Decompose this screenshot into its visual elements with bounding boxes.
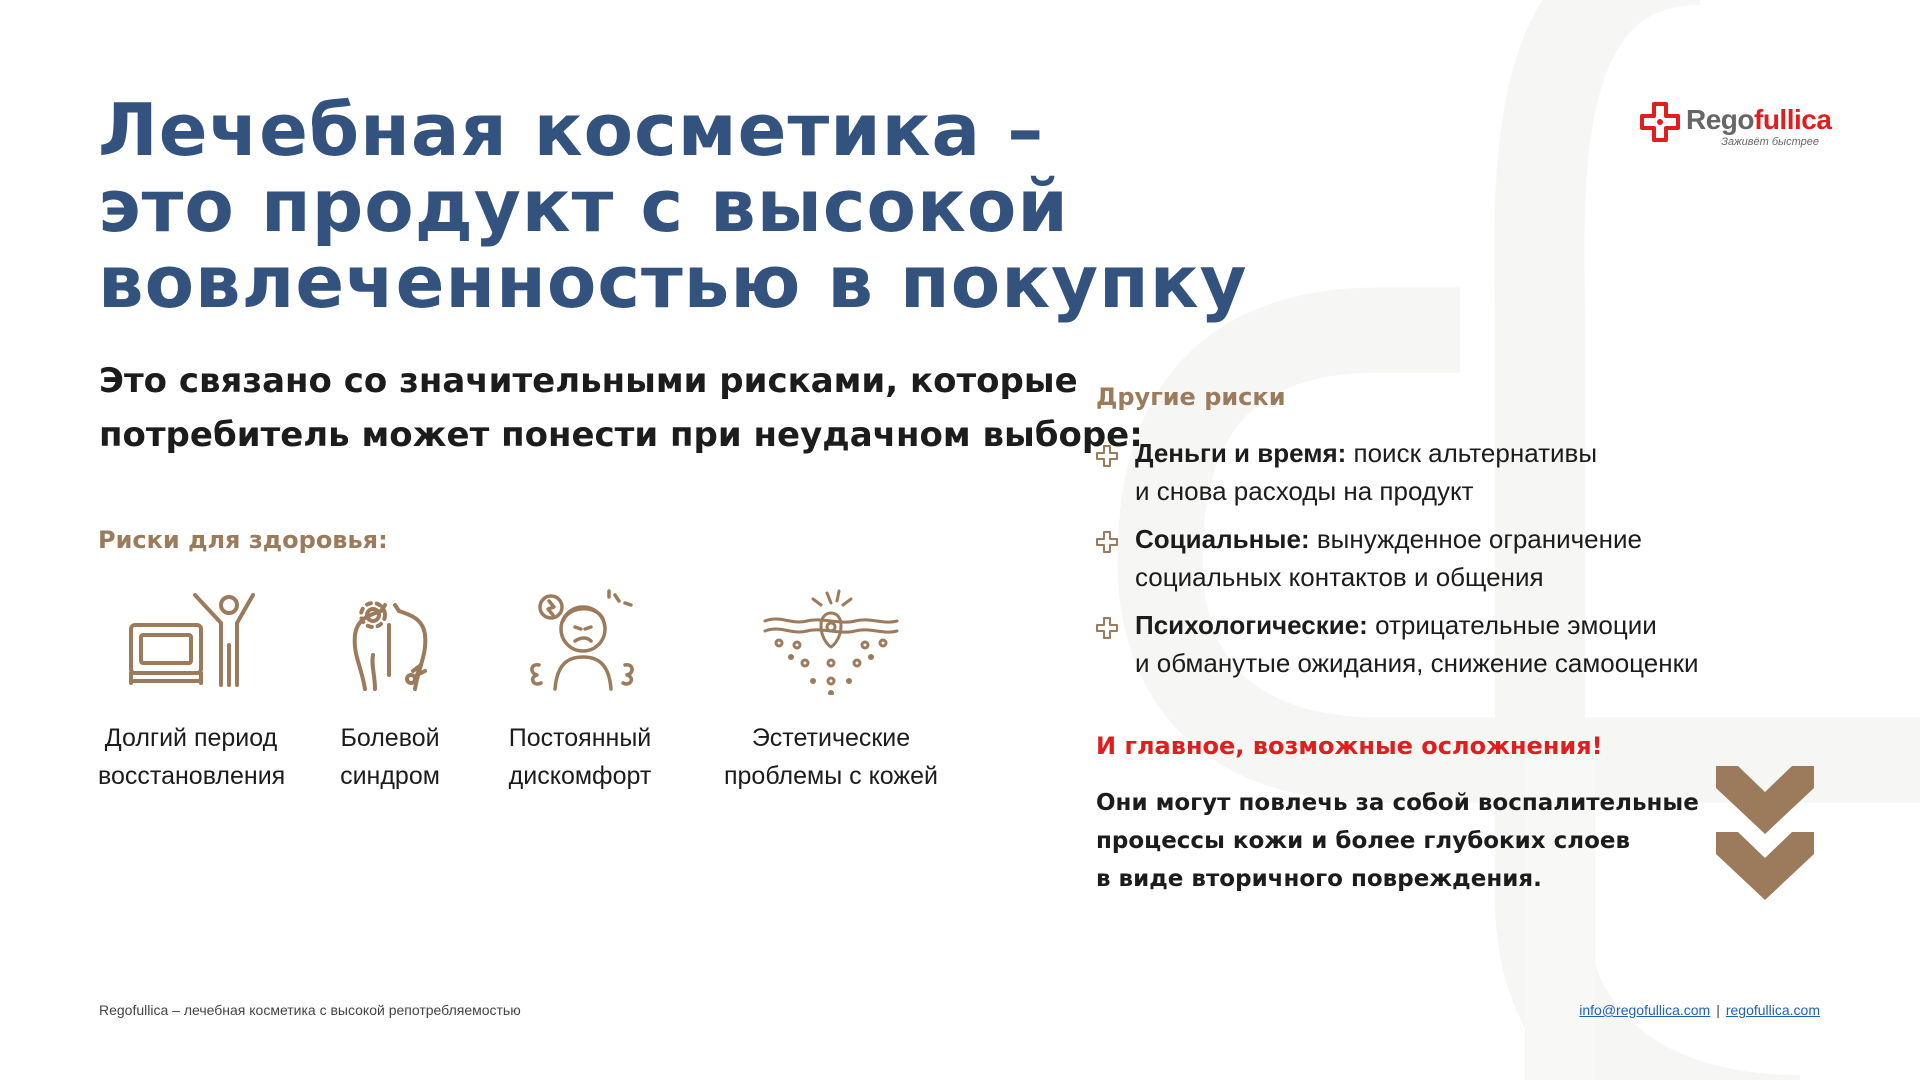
subtitle — [99, 354, 1143, 462]
health-item-caption — [325, 719, 455, 795]
cross-bullet-icon — [1095, 444, 1119, 468]
skin-layer-icon — [761, 585, 901, 695]
risk-item-social — [1095, 520, 1795, 596]
risk-item-text — [1135, 520, 1795, 596]
note-line-1: Они могут повлечь за собой воспалительные — [1096, 790, 1699, 816]
health-item-skin — [720, 585, 942, 795]
cross-bullet-icon — [1095, 616, 1119, 640]
health-item-line-1: Постоянный — [508, 724, 652, 752]
subtitle-line-2: потребитель может понести при неудачном выборе: — [99, 415, 1143, 455]
complications-alert: И главное, возможные осложнения! — [1096, 732, 1603, 760]
health-item-line-1: Болевой — [340, 724, 440, 752]
logo-tagline: Заживёт быстрее — [1721, 136, 1819, 148]
headache-person-icon — [525, 585, 635, 695]
risk-item-psychological — [1095, 606, 1795, 682]
website-link[interactable]: regofullica.com — [1725, 1002, 1820, 1018]
health-item-line-2: синдром — [340, 762, 440, 790]
title-line-1: Лечебная косметика – — [98, 88, 1045, 172]
risk-item-desc-1: поиск альтернативы — [1346, 438, 1598, 468]
health-item-line-2: восстановления — [98, 762, 286, 790]
health-item-line-1: Долгий период — [104, 724, 278, 752]
footer-separator: | — [1716, 1002, 1720, 1018]
risk-item-desc-2: и обманутые ожидания, снижение самооценки — [1135, 648, 1699, 678]
health-item-discomfort — [505, 585, 655, 795]
health-risks-label: Риски для здоровья: — [98, 526, 388, 554]
health-item-caption — [720, 719, 942, 795]
risk-item-money — [1095, 434, 1795, 510]
health-item-line-2: проблемы с кожей — [723, 762, 938, 790]
health-item-caption — [505, 719, 655, 795]
note-line-3: в виде вторичного повреждения. — [1096, 866, 1542, 892]
risk-item-text — [1135, 606, 1795, 682]
cross-bullet-icon — [1095, 530, 1119, 554]
note-line-2: процессы кожи и более глубоких слоев — [1096, 828, 1631, 854]
logo-text-part2: fullica — [1754, 104, 1832, 135]
risk-item-desc-2: социальных контактов и общения — [1135, 562, 1544, 592]
footer-tagline: Regofullica – лечебная косметика с высокой репотребляемостью — [99, 1002, 521, 1018]
subtitle-line-1: Это связано со значительными рисками, которые — [99, 361, 1078, 401]
footer-contacts — [1579, 1002, 1820, 1018]
logo-wordmark — [1686, 104, 1831, 136]
risk-item-label: Деньги и время: — [1135, 438, 1347, 468]
page-title — [98, 88, 1248, 324]
cross-logo-icon — [1638, 100, 1682, 146]
brand-logo[interactable] — [1636, 96, 1832, 152]
risk-item-desc-1: отрицательные эмоции — [1367, 610, 1657, 640]
logo-text-part1: Rego — [1686, 104, 1754, 135]
health-item-recovery — [98, 585, 284, 795]
complications-note — [1096, 784, 1699, 898]
health-item-line-2: дискомфорт — [508, 762, 652, 790]
back-pain-icon — [335, 585, 445, 695]
risk-item-desc-2: и снова расходы на продукт — [1135, 476, 1474, 506]
title-line-3: вовлеченностью в покупку — [98, 240, 1248, 324]
risk-item-label: Социальные: — [1135, 524, 1310, 554]
bed-person-icon — [125, 585, 257, 695]
other-risks-label: Другие риски — [1096, 383, 1286, 411]
health-item-line-1: Эстетические — [751, 724, 911, 752]
risk-item-desc-1: вынужденное ограничение — [1309, 524, 1642, 554]
risk-item-text — [1135, 434, 1795, 510]
title-line-2: это продукт с высокой — [98, 164, 1069, 248]
other-risks-list — [1095, 434, 1795, 692]
risk-item-label: Психологические: — [1135, 610, 1368, 640]
health-item-pain — [325, 585, 455, 795]
health-item-caption — [98, 719, 284, 795]
double-chevron-down-icon — [1712, 762, 1818, 904]
email-link[interactable]: info@regofullica.com — [1579, 1002, 1711, 1018]
